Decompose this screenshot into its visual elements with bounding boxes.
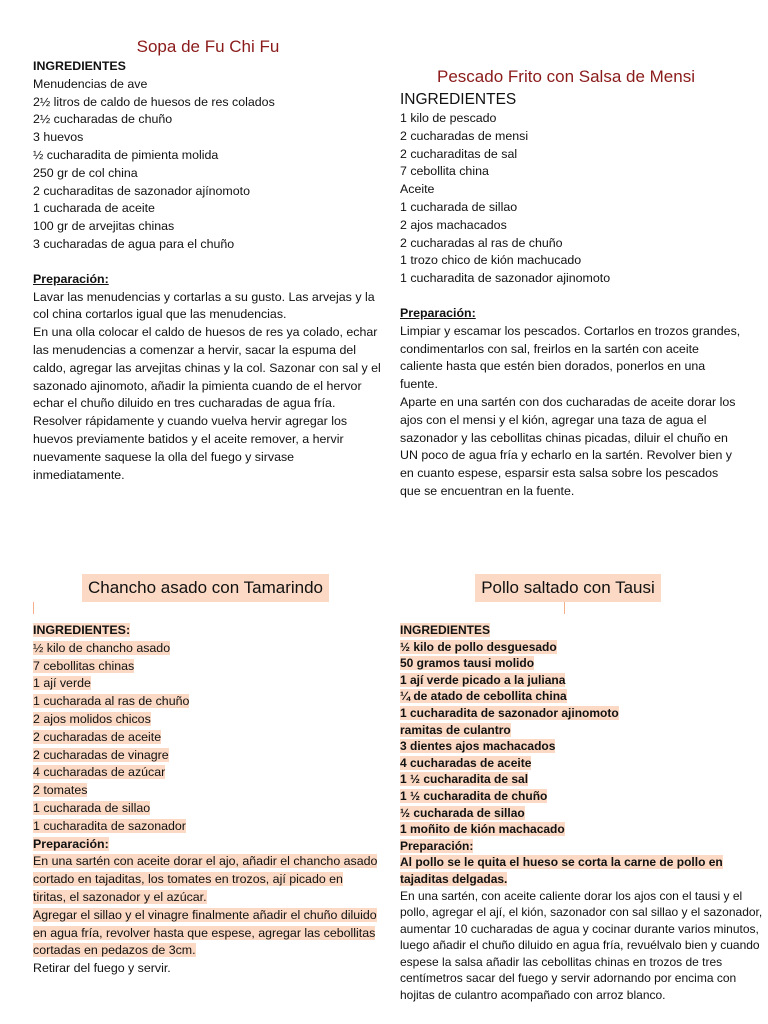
recipe-pescado <box>400 66 742 501</box>
title-connector <box>33 602 34 614</box>
ingredient: 1 ají verde picado a la juliana <box>400 672 566 687</box>
preparation-text: Limpiar y escamar los pescados. Cortarlos en trozos grandes, condimentarlos con sal, freirlos en la sartén con aceite caliente hasta que estén bien dorados, ponerlos en una fuente. <box>400 323 741 392</box>
ingredient: 2½ cucharadas de chuño <box>33 112 173 127</box>
ingredient: 7 cebollitas chinas <box>33 658 135 673</box>
ingredient: ramitas de culantro <box>400 722 511 737</box>
ingredient: 2 cucharaditas de sazonador ajínomoto <box>33 183 250 198</box>
recipe-title: Pollo saltado con Tausi <box>475 574 661 602</box>
ingredient: 1 cucharada de aceite <box>33 201 155 216</box>
title-connector <box>564 602 565 614</box>
ingredient: 1 moñito de kión machacado <box>400 822 565 837</box>
ingredient-list <box>400 639 768 838</box>
ingredients-label: INGREDIENTES <box>400 623 491 637</box>
ingredient: 1 ají verde <box>33 676 91 691</box>
ingredient: 1 cucharadita de sazonador ajinomoto <box>400 271 611 286</box>
preparation-text: En una sartén con aceite dorar el ajo, añadir el chancho asado cortado en tajaditas, los tomates en trozos, ají picado en tiritas, el sazonador y el azúcar. <box>33 854 378 904</box>
ingredient: 1 cucharadita de sazonador <box>33 818 186 833</box>
preparation-label: Preparación: <box>400 305 476 320</box>
ingredient-list <box>400 110 742 288</box>
recipe-title: Pescado Frito con Salsa de Mensi <box>437 67 695 86</box>
ingredient: 2 cucharadas al ras de chuño <box>400 235 563 250</box>
ingredient: 2 ajos molidos chicos <box>33 711 151 726</box>
recipe-title: Sopa de Fu Chi Fu <box>136 37 280 56</box>
recipe-pollo <box>400 574 768 1004</box>
preparation-text: Lavar las menudencias y cortarlas a su gusto. Las arvejas y la col china cortarlos igual que las menudencias. <box>33 289 375 322</box>
preparation-label: Preparación: <box>400 838 474 853</box>
ingredient: 1 cucharada de sillao <box>33 800 151 815</box>
ingredient: 3 dientes ajos machacados <box>400 739 556 754</box>
ingredient: ½ kilo de pollo desguesado <box>400 639 557 654</box>
ingredient: 50 gramos tausi molido <box>400 656 535 671</box>
ingredient: ½ cucharadita de pimienta molida <box>33 147 219 162</box>
ingredient: Aceite <box>400 182 435 197</box>
ingredient: 2 cucharaditas de sal <box>400 146 518 161</box>
ingredient: 7 cebollita china <box>400 164 489 179</box>
ingredient-list <box>33 640 378 836</box>
ingredient: 2½ litros de caldo de huesos de res colados <box>33 94 275 109</box>
ingredient: ½ cucharada de sillao <box>400 805 525 820</box>
ingredient: 1 trozo chico de kión machucado <box>400 253 582 268</box>
ingredient: 2 cucharadas de aceite <box>33 729 162 744</box>
ingredient: 4 cucharadas de azúcar <box>33 765 166 780</box>
ingredients-label: INGREDIENTES <box>33 59 126 73</box>
ingredient: 250 gr de col china <box>33 165 138 180</box>
ingredient: 100 gr de arvejitas chinas <box>33 219 175 234</box>
preparation-text: Aparte en una sartén con dos cucharadas de aceite dorar los ajos con el mensi y el kión, agregar una taza de agua el sazonador y las cebollitas chinas picadas, diluir el chuño en UN poco de agua fría y echarlo en la sartén. Revolver bien y en cuanto espese, esparsir esta salsa sobre los pescados que se encuentran en la fuente. <box>400 394 736 498</box>
ingredient: 3 cucharadas de agua para el chuño <box>33 236 235 251</box>
ingredient: ½ kilo de chancho asado <box>33 640 171 655</box>
ingredient: 2 cucharadas de vinagre <box>33 747 169 762</box>
ingredient: 1 cucharadita de sazonador ajinomoto <box>400 705 619 720</box>
ingredient: 2 cucharadas de mensi <box>400 128 529 143</box>
ingredient: ¼ de atado de cebollita china <box>400 689 567 704</box>
recipe-chancho <box>33 574 378 978</box>
ingredients-label: INGREDIENTES <box>400 91 517 108</box>
closing-text: Retirar del fuego y servir. <box>33 961 171 976</box>
recipe-sopa <box>33 36 383 484</box>
ingredient: Menudencias de ave <box>33 76 148 91</box>
preparation-text: Agregar el sillao y el vinagre finalmente añadir el chuño diluido en agua fría, revolver hasta que espese, agregar las cebollitas cortadas en pedazos de 3cm. <box>33 907 377 958</box>
preparation-label: Preparación: <box>33 836 109 851</box>
ingredient: 4 cucharadas de aceite <box>400 755 532 770</box>
ingredient: 2 tomates <box>33 783 88 798</box>
ingredient: 1 cucharada de sillao <box>400 199 518 214</box>
preparation-highlight: Al pollo se le quita el hueso se corta la carne de pollo en tajaditas delgadas. <box>400 855 723 886</box>
recipe-title: Chancho asado con Tamarindo <box>82 574 329 602</box>
ingredient: 2 ajos machacados <box>400 217 507 232</box>
ingredient: 3 huevos <box>33 130 84 145</box>
preparation-label: Preparación: <box>33 271 109 286</box>
ingredient: 1 ½ cucharadita de chuño <box>400 788 548 803</box>
ingredient: 1 kilo de pescado <box>400 111 497 125</box>
ingredient: 1 cucharada al ras de chuño <box>33 694 190 709</box>
ingredients-label: INGREDIENTES: <box>33 623 131 637</box>
ingredient-list <box>33 76 383 254</box>
preparation-text: En una sartén, con aceite caliente dorar los ajos con el tausi y el pollo, agregar el ají, el kión, sazonador con sal sillao y el sazonador, aumentar 10 cucharadas de agua y cocinar durante varios minutos, luego añadir el chuño diluido en agua fría, revuélvalo bien y cuando espese la salsa añadir las cebollitas chinas en trozos de tres centímetros sacar del fuego y servir adornando por encima con hojitas de culantro acompañado con arroz blanco. <box>400 888 763 1003</box>
preparation-text: En una olla colocar el caldo de huesos de res ya colado, echar las menudencias a comenzar a hervir, sacar la espuma del caldo, agregar las arvejitas chinas y la col. Sazonar con sal y el sazonado ajinomoto, añadir la pimienta cuando de el hervor echar el chuño diluido en tres cucharadas de agua fría. Resolver rápidamente y cuando vuelva hervir agregar los huevos previamente batidos y el aceite remover, a hervir nuevamente saquese la olla del fuego y sirvase inmediatamente. <box>33 325 381 482</box>
ingredient: 1 ½ cucharadita de sal <box>400 772 529 787</box>
